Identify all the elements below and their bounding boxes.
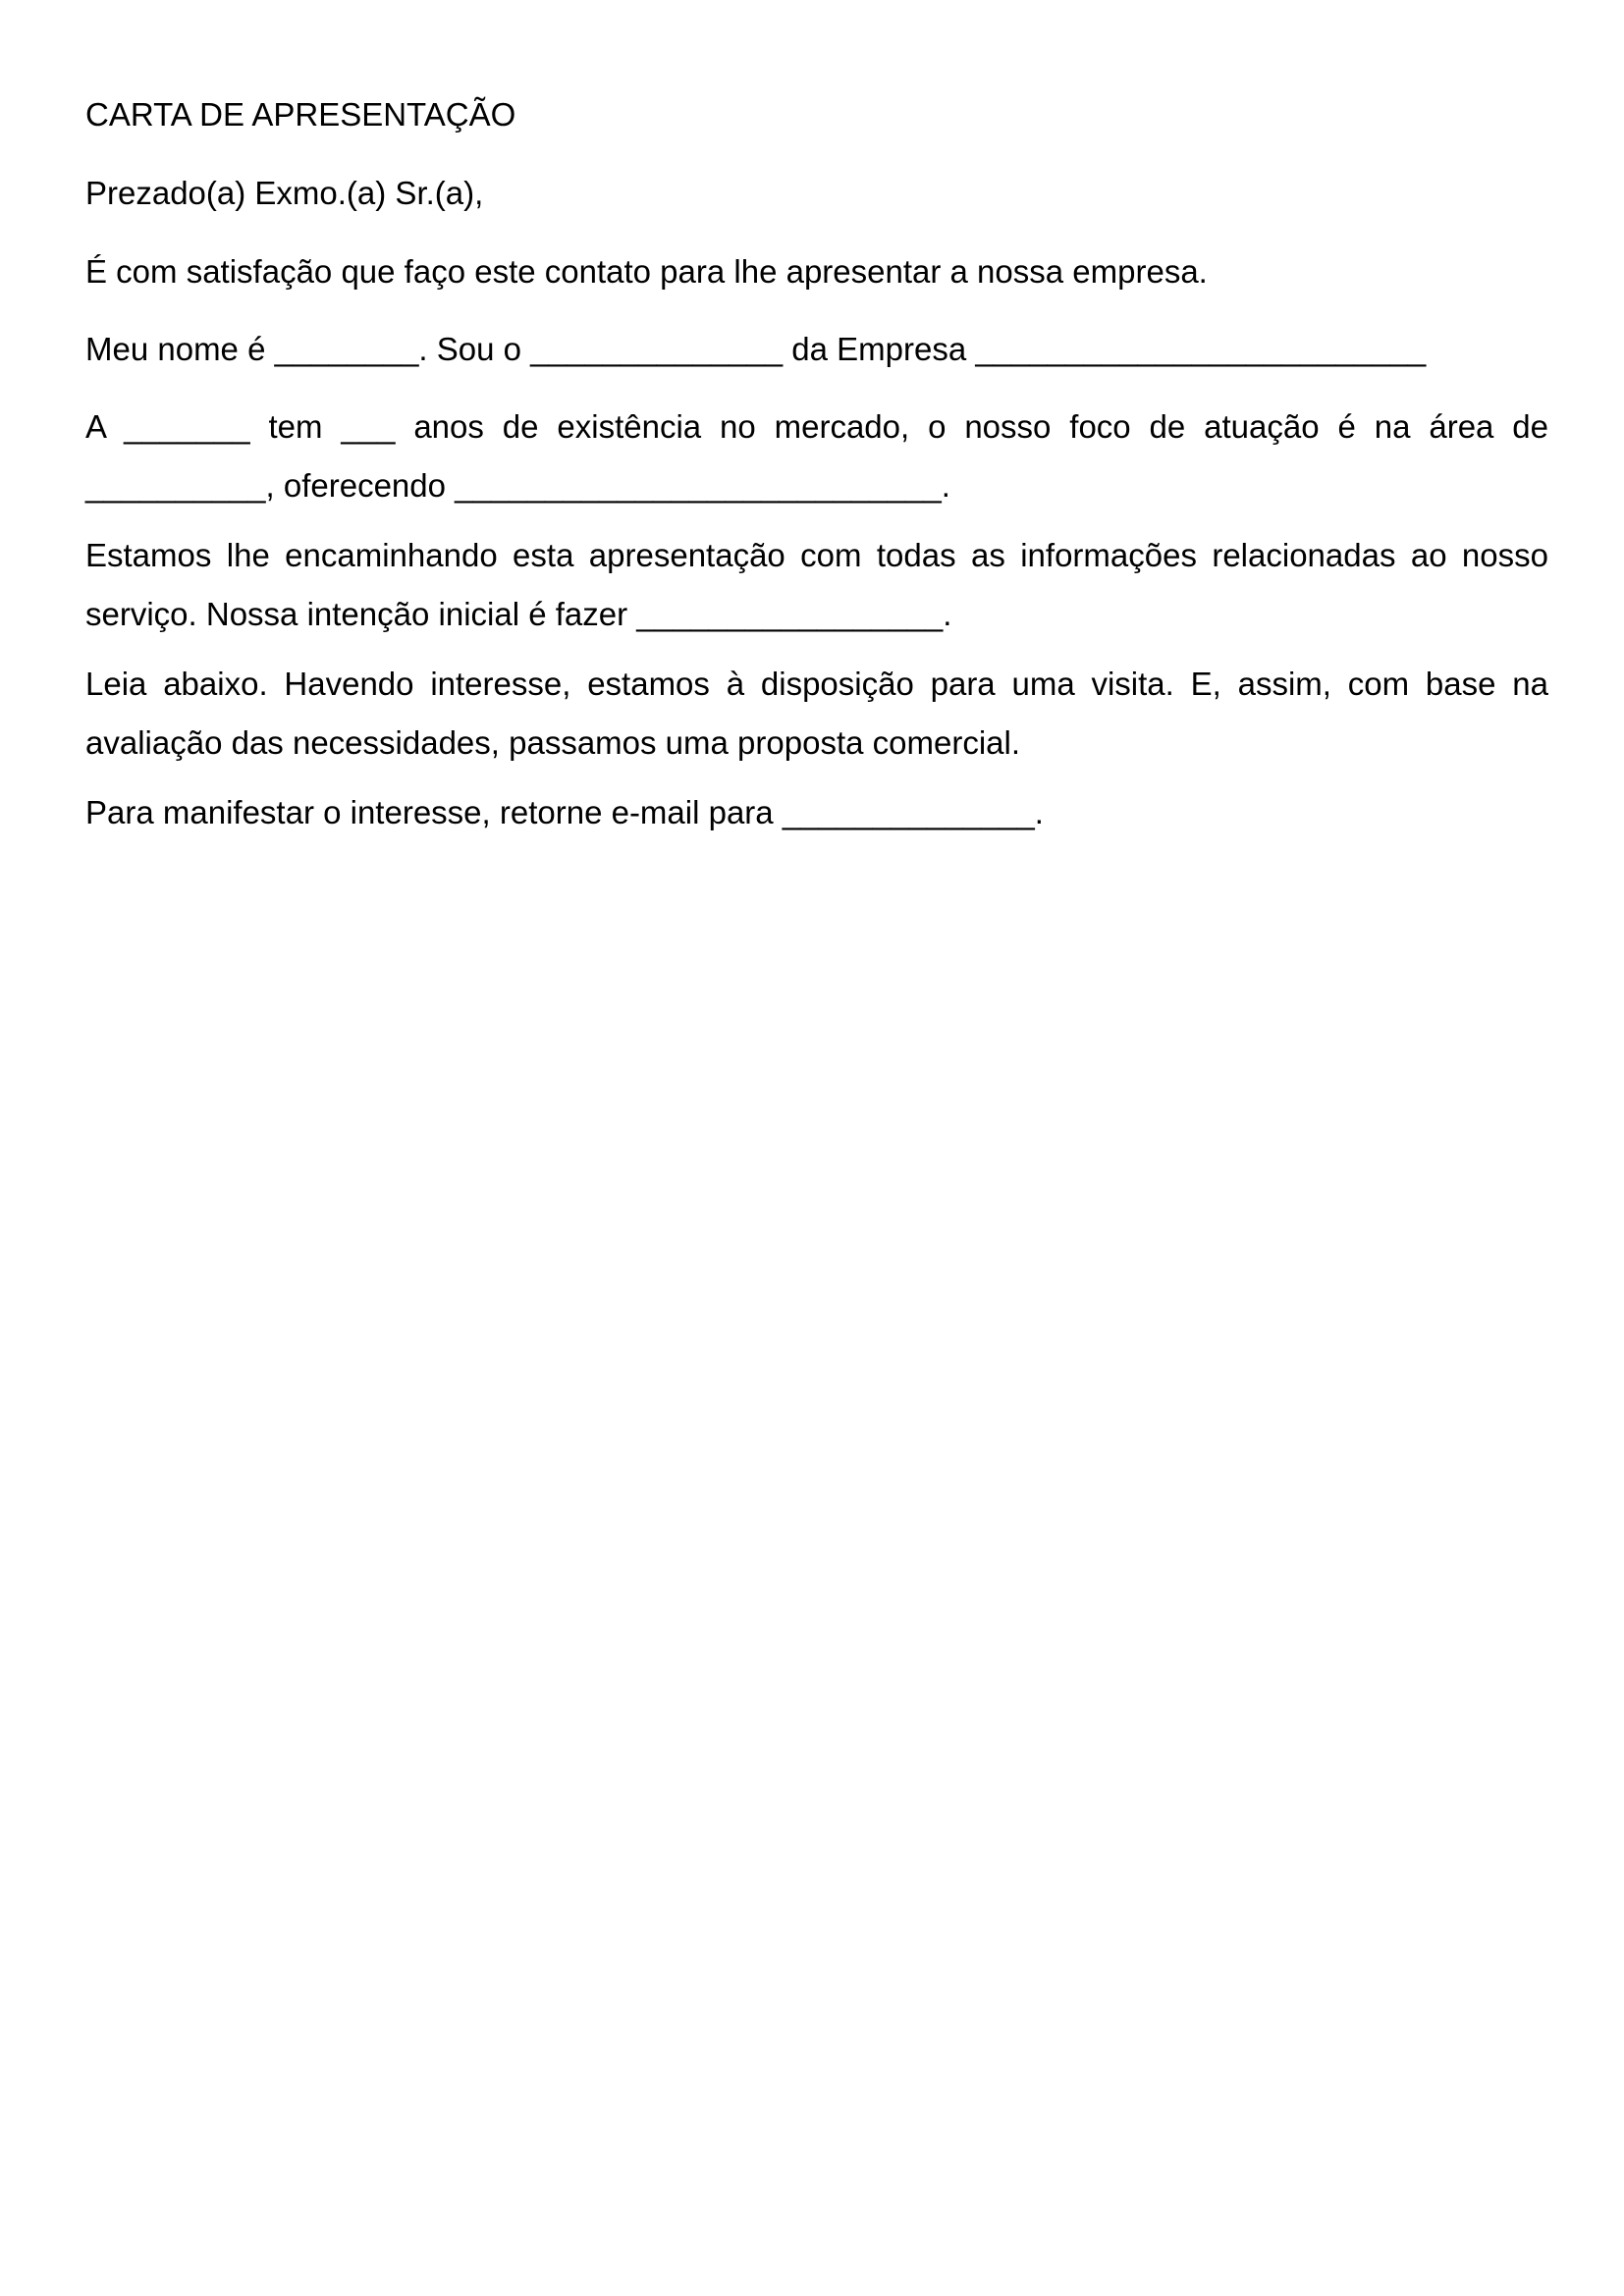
letter-title: CARTA DE APRESENTAÇÃO (85, 96, 516, 133)
company-history-paragraph: A _______ tem ___ anos de existência no mercado, o nosso foco de atuação é na área de __________, oferecendo ___________________________. (85, 408, 1548, 504)
letter-salutation: Prezado(a) Exmo.(a) Sr.(a), (85, 175, 484, 211)
visit-proposal-paragraph: Leia abaixo. Havendo interesse, estamos à disposição para uma visita. E, assim, com base na avaliação das necessidades, passamos uma proposta comercial. (85, 666, 1548, 761)
contact-email-paragraph: Para manifestar o interesse, retorne e-mail para ______________. (85, 794, 1044, 830)
name-role-paragraph: Meu nome é ________. Sou o ______________ da Empresa _________________________ (85, 331, 1427, 367)
intro-paragraph: É com satisfação que faço este contato para lhe apresentar a nossa empresa. (85, 253, 1208, 290)
letter-page (85, 93, 1548, 853)
service-intent-paragraph: Estamos lhe encaminhando esta apresentação com todas as informações relacionadas ao nosso serviço. Nossa intenção inicial é fazer _________________. (85, 537, 1548, 632)
